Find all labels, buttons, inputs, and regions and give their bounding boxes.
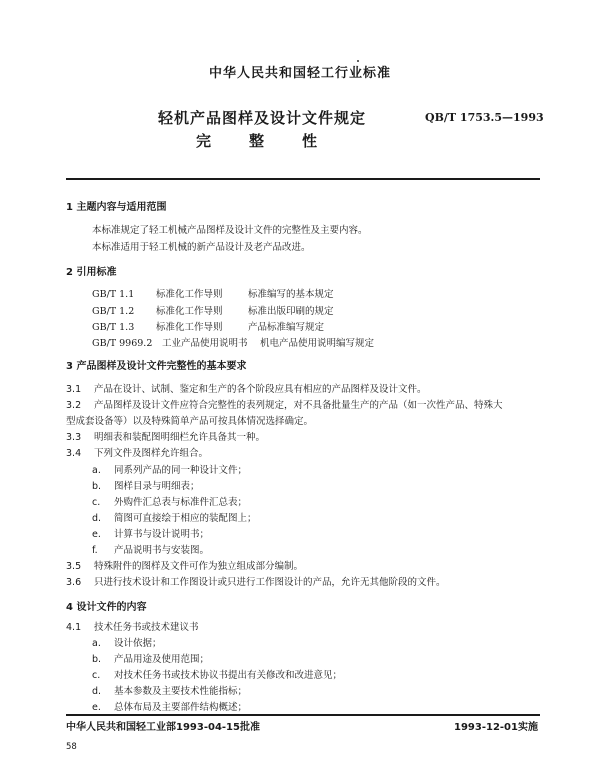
clause-number: 3.3 (66, 432, 82, 443)
list-item (92, 478, 200, 492)
list-item (92, 510, 257, 524)
reference-item (92, 303, 334, 317)
list-item (92, 683, 247, 697)
clause-4-1 (66, 619, 199, 633)
list-text: 简图可直接绘于相应的装配图上； (114, 513, 257, 524)
clause-text: 下列文件及图样允许组合。 (94, 448, 209, 459)
reference-code: GB/T 9969.2 (92, 338, 153, 349)
reference-category: 标准化工作导则 (156, 322, 223, 333)
speck (357, 60, 359, 62)
clause-3-3 (66, 429, 265, 443)
reference-title: 标准出版印刷的规定 (248, 306, 334, 317)
list-marker: c. (92, 670, 101, 681)
doc-title: 轻机产品图样及设计文件规定 (158, 109, 367, 127)
list-marker: c. (92, 497, 101, 508)
list-text: 外购件汇总表与标准件汇总表； (114, 497, 248, 508)
list-marker: b. (92, 654, 102, 665)
clause-number: 3.5 (66, 561, 82, 572)
clause-text: 只进行技术设计和工作图设计或只进行工作图设计的产品，允许无其他阶段的文件。 (94, 577, 446, 588)
clause-3-2-continued: 型成套设备等）以及特殊简单产品可按具体情况选择确定。 (66, 416, 314, 427)
section-1-heading: 1 主题内容与适用范围 (66, 202, 167, 213)
reference-code: GB/T 1.2 (92, 306, 135, 317)
clause-number: 3.1 (66, 384, 82, 395)
doc-subtitle: 完整性 (196, 132, 356, 150)
clause-text: 明细表和装配图明细栏允许具备其一种。 (94, 432, 266, 443)
list-item (92, 526, 209, 540)
clause-3-1 (66, 381, 427, 395)
section-1-para-2: 本标准适用于轻工机械的新产品设计及老产品改进。 (92, 242, 311, 253)
clause-text: 技术任务书或技术建议书 (94, 622, 199, 633)
list-text: 设计依据； (114, 638, 162, 649)
reference-item (92, 286, 334, 300)
reference-code: GB/T 1.3 (92, 322, 135, 333)
top-rule (66, 178, 540, 180)
list-item (92, 699, 247, 713)
list-item (92, 667, 342, 681)
page-number: 58 (66, 742, 77, 752)
clause-text: 特殊附件的图样及文件可作为独立组成部分编制。 (94, 561, 304, 572)
list-item (92, 462, 247, 476)
clause-text: 产品在设计、试制、鉴定和生产的各个阶段应具有相应的产品图样及设计文件。 (94, 384, 427, 395)
list-marker: e. (92, 702, 101, 713)
list-marker: d. (92, 513, 102, 524)
list-marker: d. (92, 686, 102, 697)
list-text: 计算书与设计说明书； (114, 529, 210, 540)
list-item (92, 635, 162, 649)
section-4-heading: 4 设计文件的内容 (66, 602, 147, 613)
reference-title: 标准编写的基本规定 (248, 289, 334, 300)
list-text: 对技术任务书或技术协议书提出有关修改和改进意见； (114, 670, 343, 681)
reference-title: 产品标准编写规定 (248, 322, 325, 333)
clause-text: 产品图样及设计文件应符合完整性的表列规定，对不具备批量生产的产品（如一次性产品、特殊大 (94, 400, 503, 411)
reference-category: 标准化工作导则 (156, 289, 223, 300)
list-item (92, 494, 247, 508)
reference-item (92, 335, 374, 349)
section-3-heading: 3 产品图样及设计文件完整性的基本要求 (66, 361, 247, 372)
reference-item (92, 319, 324, 333)
bottom-rule (66, 714, 540, 716)
org-title: 中华人民共和国轻工行业标准 (208, 66, 391, 81)
effective-date: 1993-12-01实施 (454, 722, 538, 733)
list-text: 图样目录与明细表； (114, 481, 200, 492)
clause-number: 3.2 (66, 400, 82, 411)
reference-category: 标准化工作导则 (156, 306, 223, 317)
list-marker: e. (92, 529, 101, 540)
clause-3-6 (66, 574, 446, 588)
list-marker: f. (92, 545, 98, 556)
clause-3-5 (66, 558, 303, 572)
list-item (92, 542, 209, 556)
reference-category: 工业产品使用说明书 (162, 338, 248, 349)
list-text: 总体布局及主要部件结构概述； (114, 702, 248, 713)
list-text: 产品说明书与安装图。 (114, 545, 210, 556)
clause-3-2 (66, 397, 503, 411)
section-2-heading: 2 引用标准 (66, 267, 117, 278)
list-marker: b. (92, 481, 102, 492)
list-text: 产品用途及使用范围； (114, 654, 210, 665)
reference-title: 机电产品使用说明编写规定 (260, 338, 375, 349)
list-text: 同系列产品的同一种设计文件； (114, 465, 248, 476)
clause-number: 3.6 (66, 577, 82, 588)
reference-code: GB/T 1.1 (92, 289, 135, 300)
list-text: 基本参数及主要技术性能指标； (114, 686, 248, 697)
standard-number: QB/T 1753.5—1993 (425, 111, 544, 124)
section-1-para-1: 本标准规定了轻工机械产品图样及设计文件的完整性及主要内容。 (92, 225, 368, 236)
approval-line: 中华人民共和国轻工业部1993-04-15批准 (66, 722, 260, 733)
clause-number: 3.4 (66, 448, 82, 459)
clause-number: 4.1 (66, 622, 82, 633)
list-marker: a. (92, 465, 101, 476)
list-item (92, 651, 209, 665)
list-marker: a. (92, 638, 101, 649)
clause-3-4 (66, 445, 208, 459)
